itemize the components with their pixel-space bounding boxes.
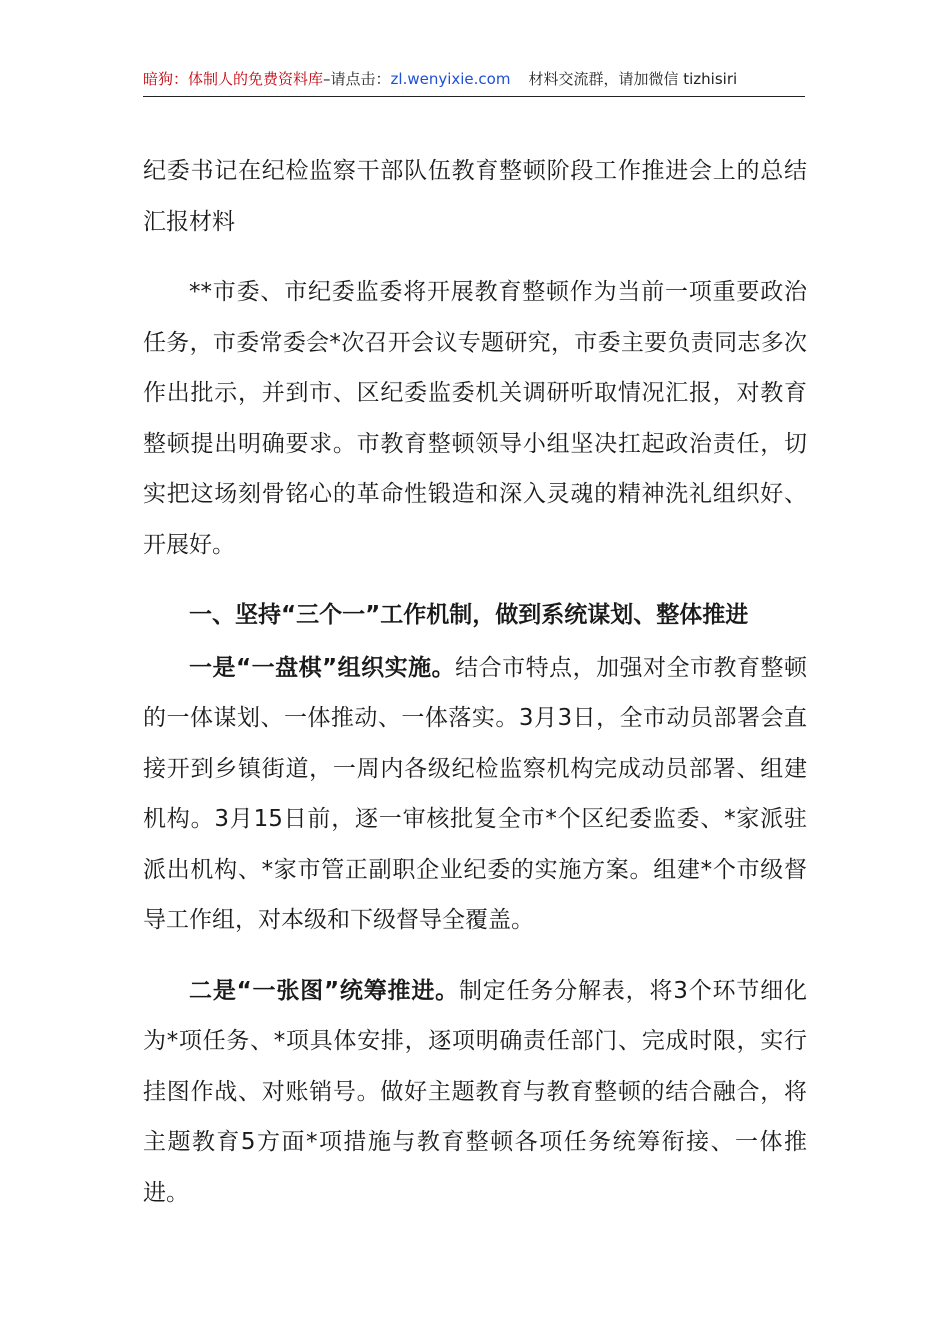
document-title: 纪委书记在纪检监察干部队伍教育整顿阶段工作推进会上的总结汇报材料 bbox=[143, 158, 807, 235]
paragraph-2-lead: 二是“一张图”统筹推进。 bbox=[189, 977, 459, 1004]
paragraph-2 bbox=[143, 966, 807, 1219]
paragraph-1-lead: 一是“一盘棋”组织实施。 bbox=[189, 654, 456, 681]
paragraph-1-body: 结合市特点，加强对全市教育整顿的一体谋划、一体推动、一体落实。3月3日，全市动员部署会直接开到乡镇街道，一周内各级纪检监察机构完成动员部署、组建机构。3月15日前，逐一审核批复全市*个区纪委监委、*家派驻派出机构、*家市管正副职企业纪委的实施方案。组建*个市级督导工作组，对本级和下级督导全覆盖。 bbox=[143, 654, 807, 933]
paragraph-1 bbox=[143, 643, 807, 946]
header-wechat: 材料交流群，请加微信 tizhisiri bbox=[528, 70, 738, 88]
page-header bbox=[143, 66, 805, 97]
header-link[interactable]: zl.wenyixie.com bbox=[390, 70, 511, 88]
paragraph-2-body: 制定任务分解表，将3个环节细化为*项任务、*项具体安排，逐项明确责任部门、完成时限，实行挂图作战、对账销号。做好主题教育与教育整顿的结合融合，将主题教育5方面*项措施与教育整顿各项任务统筹衔接、一体推进。 bbox=[143, 977, 807, 1206]
header-brand: 暗狗：体制人的免费资料库 bbox=[143, 70, 324, 88]
section-heading-1: 一、坚持“三个一”工作机制，做到系统谋划、整体推进 bbox=[189, 602, 749, 628]
document-body bbox=[143, 146, 807, 1218]
header-prompt: –请点击： bbox=[323, 70, 391, 88]
intro-paragraph: **市委、市纪委监委将开展教育整顿作为当前一项重要政治任务，市委常委会*次召开会议专题研究，市委主要负责同志多次作出批示，并到市、区纪委监委机关调研听取情况汇报，对教育整顿提出明确要求。市教育整顿领导小组坚决扛起政治责任，切实把这场刻骨铭心的革命性锻造和深入灵魂的精神洗礼组织好、开展好。 bbox=[143, 279, 807, 558]
